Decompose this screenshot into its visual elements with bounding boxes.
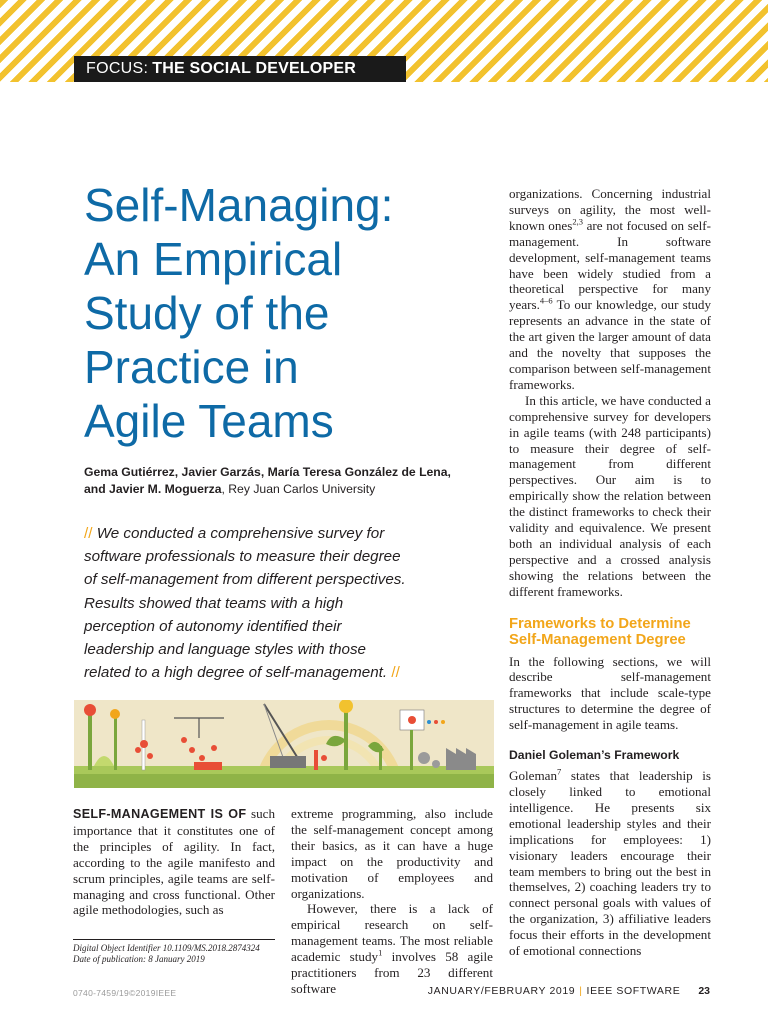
body-column-2 xyxy=(291,806,493,997)
footnote-rule xyxy=(73,939,275,940)
page-footer xyxy=(428,985,710,997)
title-line: An Empirical xyxy=(84,233,343,285)
page-number: 23 xyxy=(698,985,710,997)
title-line: Practice in xyxy=(84,341,299,393)
abstract xyxy=(84,522,414,684)
focus-label: FOCUS: xyxy=(86,60,149,77)
body-text: such importance that it constitutes one of the principles of agility. In fact, according to the agile manifesto and scrum principles, agile teams are self-managing and cross functional. Other agile methodologies, such as xyxy=(73,806,275,918)
footer-separator: | xyxy=(579,985,583,997)
paragraph: Goleman$^7$ states that leadership is closely linked to emotional intelligence. He presents six emotional leadership styles and their implications for employees: 1) visionary leaders encourage their team members to bring out the best in themselves, 2) coaching leaders try to connect personal goals with values of the organization, 3) affiliative leaders focus their efforts in the development of emotional connections xyxy=(509,766,711,959)
citation-ref: 7 xyxy=(557,766,562,777)
author-affiliation: , Rey Juan Carlos University xyxy=(221,482,376,496)
section-heading: Frameworks to Determine Self-Management Degree xyxy=(509,615,691,648)
issue-date: JANUARY/FEBRUARY 2019 xyxy=(427,985,576,997)
citation-ref: 1 xyxy=(378,947,383,958)
body-column-3 xyxy=(509,186,711,959)
article-illustration xyxy=(74,700,494,788)
title-line: Agile Teams xyxy=(84,395,334,447)
paragraph: However, there is a lack of empirical research on self-management teams. The most reliable academic study$^1$ involves 58 agile practitioners from 23 different software xyxy=(291,901,493,996)
author-names-line1: Gema Gutiérrez, Javier Garzás, María Teresa González de Lena, xyxy=(84,465,451,479)
lead-in: SELF-MANAGEMENT IS OF xyxy=(73,807,247,821)
article-title xyxy=(84,178,484,448)
publication-date: Date of publication: 8 January 2019 xyxy=(73,954,205,964)
subsection-heading: Daniel Goleman’s Framework xyxy=(509,748,680,763)
doi-identifier: Digital Object Identifier 10.1109/MS.2018.2874324 xyxy=(73,943,260,953)
paragraph: In the following sections, we will describe self-management frameworks that include scale-type structures to determine the degree of self-management in agile teams. xyxy=(509,653,711,733)
citation-ref: 4–6 xyxy=(539,295,553,306)
paragraph: organizations. Concerning industrial surveys on agility, the most well-known ones$^{2,3}$ are not focused on self-management. In software development, self-management teams have been widely studied from a theoretical perspective for many years.$^{4-6}$ To our knowledge, our study represents an advance in the state of the art given the larger amount of data and the novelty that supposes the comparison between self-management frameworks. xyxy=(509,186,712,392)
doi-note xyxy=(73,943,293,965)
paragraph: In this article, we have conducted a comprehensive survey for developers in agile teams (with 248 participants) to measure their degree of self-management from different perspectives. Our aim is to empirically show the relation between the distinct frameworks to check their validity and equivalence. We present both an individual analysis of each perspective and a crossed analysis showing the relations between the different frameworks. xyxy=(509,392,711,599)
author-names-line2: and Javier M. Moguerza xyxy=(84,482,222,496)
author-byline xyxy=(84,464,484,498)
abstract-close-mark: // xyxy=(391,664,400,682)
magazine-name: IEEE SOFTWARE xyxy=(586,985,681,997)
citation-ref: 2,3 xyxy=(572,216,583,227)
section-banner xyxy=(74,56,406,82)
abstract-open-mark: // xyxy=(84,525,93,542)
abstract-text: We conducted a comprehensive survey for software professionals to measure their degree of self-management from different perspectives. Results showed that teams with a high perception of autonomy identified their leadership and language styles with those related to a high degree of self-management. xyxy=(84,525,406,682)
paragraph: extreme programming, also include the self-management concept among their basics, as it can have a huge impact on the productivity and motivation of employees and organizations. xyxy=(291,806,493,901)
body-column-1 xyxy=(73,806,275,918)
focus-topic: THE SOCIAL DEVELOPER xyxy=(152,60,356,77)
issn-line: 0740-7459/19©2019IEEE xyxy=(73,988,177,998)
title-line: Self-Managing: xyxy=(84,179,394,231)
title-line: Study of the xyxy=(84,287,330,339)
